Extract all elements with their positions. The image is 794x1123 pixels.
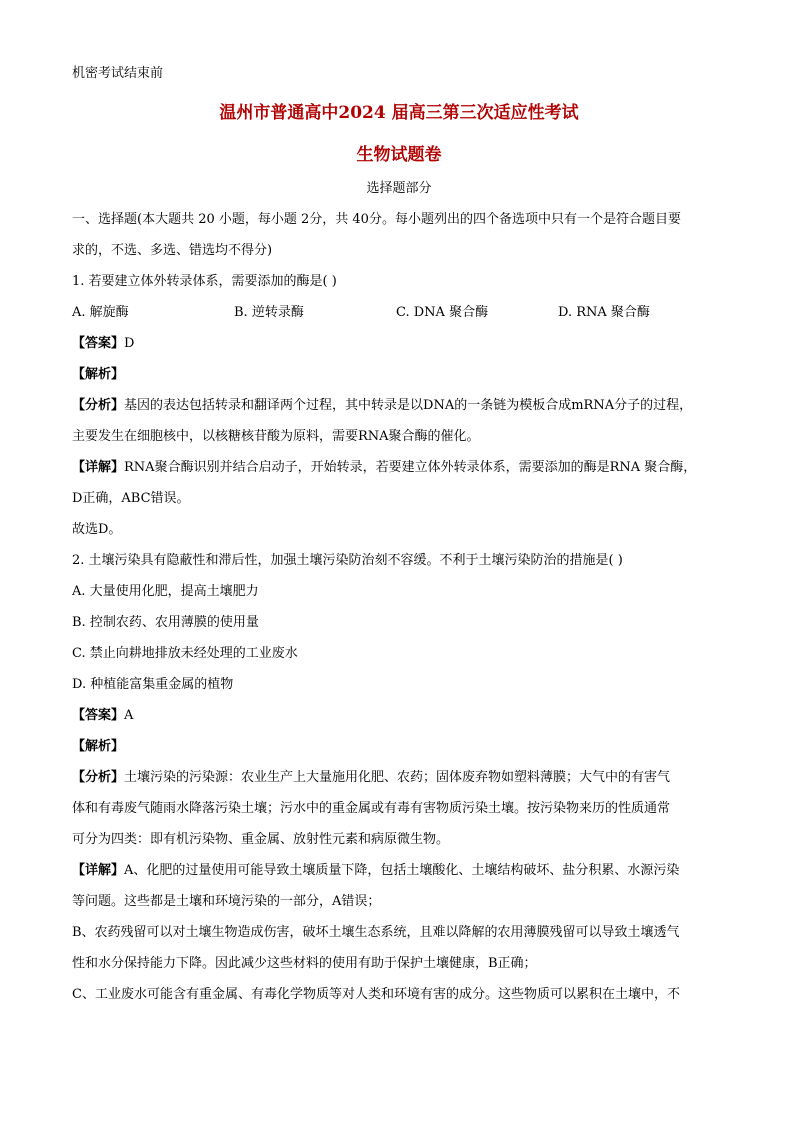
q1-answer-value: D — [124, 336, 135, 351]
q1-fenxi-line-1 — [72, 390, 726, 421]
exam-title: 温州市普通高中2024 届高三第三次适应性考试 — [219, 103, 579, 123]
q1-fenxi-text-1: 基因的表达包括转录和翻译两个过程，其中转录是以DNA的一条链为模板合成mRNA分子的过程， — [124, 398, 693, 413]
q2-b-line-1: B、农药残留可以对土壤生物造成伤害，破坏土壤生态系统，且难以降解的农用薄膜残留可以导致土壤透气 — [72, 925, 680, 940]
q1-stem: 1. 若要建立体外转录体系，需要添加的酶是( ) — [72, 274, 337, 289]
q1-answer — [72, 328, 726, 359]
q2-fenxi-text-1: 土壤污染的污染源：农业生产上大量施用化肥、农药；固体废弃物如塑料薄膜；大气中的有害气 — [124, 770, 671, 785]
q1-options — [72, 297, 726, 328]
intro-line-2: 求的，不选、多选、错选均不得分) — [72, 243, 273, 258]
q2-fenxi-line-3: 可分为四类：即有机污染物、重金属、放射性元素和病原微生物。 — [72, 832, 450, 847]
q1-fenxi-tag: 【分析】 — [72, 398, 125, 413]
q1-option-d: D. RNA 聚合酶 — [558, 305, 650, 320]
q2-stem: 2. 土壤污染具有隐蔽性和滞后性，加强土壤污染防治刻不容缓。不利于土壤污染防治的措施是( ) — [72, 553, 623, 568]
q2-xiangjie-text-1: A、化肥的过量使用可能导致土壤质量下降，包括土壤酸化、土壤结构破坏、盐分积累、水源污染 — [124, 863, 680, 878]
q1-xiangjie-tag: 【详解】 — [72, 460, 125, 475]
q1-conclusion: 故选D。 — [72, 522, 122, 537]
q2-option-d: D. 种植能富集重金属的植物 — [72, 677, 234, 692]
q2-xiangjie-line-2: 等问题。这些都是土壤和环境污染的一部分，A错误； — [72, 894, 381, 909]
q1-option-a: A. 解旋酶 — [72, 305, 129, 320]
q2-answer-tag: 【答案】 — [72, 708, 125, 723]
q2-analysis-tag: 【解析】 — [72, 739, 125, 754]
q2-fenxi-line-2: 体和有毒废气随雨水降落污染土壤；污水中的重金属或有毒有害物质污染土壤。按污染物来历的性质通常 — [72, 801, 671, 816]
q2-answer-value: A — [124, 708, 134, 723]
q1-fenxi-line-2: 主要发生在细胞核中，以核糖核苷酸为原料，需要RNA聚合酶的催化。 — [72, 429, 480, 444]
q1-xiangjie-line-2: D正确，ABC错误。 — [72, 491, 190, 506]
section-heading: 选择题部分 — [366, 181, 432, 196]
q1-option-b: B. 逆转录酶 — [234, 305, 304, 320]
q1-option-c: C. DNA 聚合酶 — [396, 305, 489, 320]
q2-analysis-heading — [72, 731, 726, 762]
q1-analysis-tag: 【解析】 — [72, 367, 125, 382]
exam-subtitle: 生物试题卷 — [356, 145, 442, 165]
q2-answer — [72, 700, 726, 731]
q2-fenxi-line-1 — [72, 762, 726, 793]
q1-xiangjie-text-1: RNA聚合酶识别并结合启动子，开始转录，若要建立体外转录体系，需要添加的酶是RNA 聚合酶， — [124, 460, 697, 475]
q2-b-line-2: 性和水分保持能力下降。因此减少这些材料的使用有助于保护土壤健康，B正确； — [72, 956, 537, 971]
q2-fenxi-tag: 【分析】 — [72, 770, 125, 785]
q1-answer-tag: 【答案】 — [72, 336, 125, 351]
intro-line-1: 一、选择题(本大题共 20 小题，每小题 2分，共 40分。每小题列出的四个备选项中只有一个是符合题目要 — [72, 212, 681, 227]
q2-c-line-1: C、工业废水可能含有重金属、有毒化学物质等对人类和环境有害的成分。这些物质可以累积在土壤中，不 — [72, 987, 680, 1002]
q1-xiangjie-line-1 — [72, 452, 726, 483]
q2-option-b: B. 控制农药、农用薄膜的使用量 — [72, 615, 259, 630]
q2-option-c: C. 禁止向耕地排放未经处理的工业废水 — [72, 646, 298, 661]
q2-xiangjie-tag: 【详解】 — [72, 863, 125, 878]
q2-option-a: A. 大量使用化肥，提高土壤肥力 — [72, 584, 259, 599]
confidential-label: 机密考试结束前 — [72, 66, 164, 81]
q2-xiangjie-line-1 — [72, 855, 726, 886]
q1-analysis-heading — [72, 359, 726, 390]
